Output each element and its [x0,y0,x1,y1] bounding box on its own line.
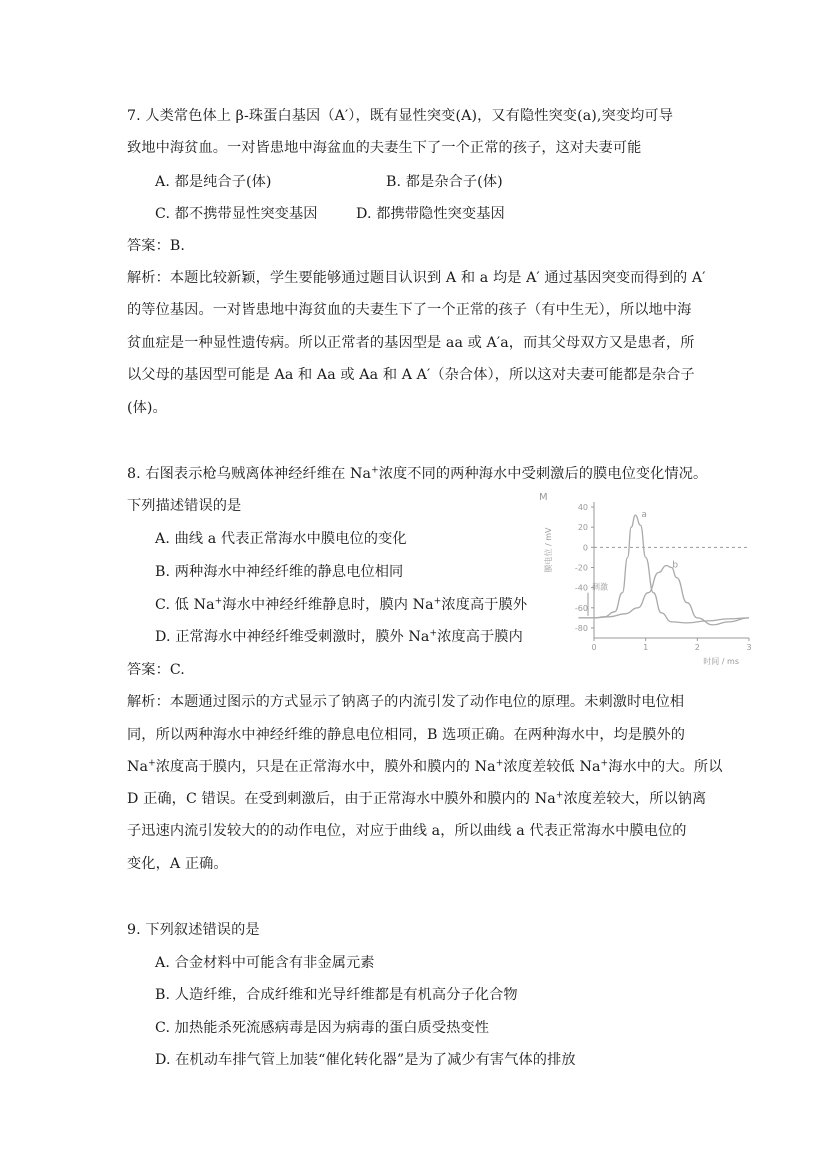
q7-explanation-line3: 贫血症是一种显性遗传病。所以正常者的基因型是 aa 或 A′a，而其父母双方又是患者，所 [127,335,695,351]
q8-explanation-line1: 解析：本题通过图示的方式显示了钠离子的内流引发了动作电位的原理。未刺激时电位相 [127,694,685,710]
q8-option-b: B. 两种海水中神经纤维的静息电位相同 [155,564,404,580]
q7-stem-line2: 致地中海贫血。一对皆患地中海盆血的夫妻生下了一个正常的孩子，这对夫妻可能 [127,140,642,156]
y-tick-label: -60 [574,603,588,613]
q7-explanation-line2: 的等位基因。一对皆患地中海贫血的夫妻生下了一个正常的孩子（有中生无），所以地中海 [127,302,692,318]
q8-option-d [155,627,523,647]
sup-plus: + [600,758,609,769]
y-tick-label: 20 [577,523,588,533]
q9-stem: 9. 下列叙述错误的是 [127,922,260,938]
q8-explanation-line6: 变化，A 正确。 [127,856,228,872]
q7-option-a: A. 都是纯合子(体) [155,174,272,190]
y-axis-label: 膜电位 / mV [544,527,553,573]
q9-option-a: A. 合金材料中可能含有非金属元素 [155,955,375,971]
x-tick-label: 1 [643,643,649,652]
q8-exp3-text-c: 浓度差较低 Na [503,759,601,775]
chart-svg [537,490,759,668]
curve-b [579,566,750,625]
q8-option-c-text-a: C. 低 Na [155,597,215,613]
q8-explanation-line5: 子迅速内流引发较大的的动作电位，对应于曲线 a，所以曲线 a 代表正常海水中膜电位的 [127,823,687,839]
q7-option-b: B. 都是杂合子(体) [386,174,503,190]
curve-label-a: a [641,510,647,521]
sup-plus: + [214,596,223,607]
y-tick-label: 40 [577,503,588,513]
q8-option-a: A. 曲线 a 代表正常海水中膜电位的变化 [155,531,407,547]
x-tick-label: 0 [591,643,597,652]
y-tick-label: -20 [574,563,588,573]
x-axis-label: 时间 / ms [703,657,739,666]
q8-option-d-text-a: D. 正常海水中神经纤维受刺激时，膜外 Na [155,629,430,645]
x-tick-label: 3 [746,643,752,652]
stimulus-label: 刺激 [592,582,608,592]
q8-stem-text-b: 浓度不同的两种海水中受刺激后的膜电位变化情况。 [378,466,708,482]
sup-plus: + [429,628,438,639]
q8-exp4-text-b: 浓度差较大，所以钠离 [563,791,707,807]
x-tick-label: 2 [694,643,700,652]
sup-plus: + [555,790,564,801]
q8-stem-text-a: 8. 右图表示枪乌贼离体神经纤维在 Na [127,466,372,482]
q8-explanation-line4 [127,789,706,809]
y-tick-label: -40 [574,583,588,593]
q8-stem-line1 [127,464,707,484]
q8-exp3-text-b: 浓度高于膜内，只是在正常海水中，膜外和膜内的 Na [155,759,496,775]
q8-exp3-text-d: 海水中的大。所以 [608,759,723,775]
q7-answer: 答案：B. [127,238,185,254]
chart-corner-label: M [539,492,548,503]
q8-option-c-text-c: 浓度高于膜外 [441,597,528,613]
q8-exp3-text-a: Na [127,759,149,775]
q9-option-b: B. 人造纤维，合成纤维和光导纤维都是有机高分子化合物 [155,987,518,1003]
q8-explanation-line3 [127,757,723,777]
q7-option-d: D. 都携带隐性突变基因 [356,206,505,222]
q8-option-d-text-b: 浓度高于膜内 [437,629,523,645]
sup-plus: + [495,758,504,769]
q7-explanation-line1: 解析：本题比较新颖，学生要能够通过题目认识到 A 和 a 均是 A′ 通过基因突变而得到的 A′ [127,270,706,286]
curve-a [579,515,750,623]
sup-plus: + [148,758,156,769]
q8-option-c-text-b: 海水中神经纤维静息时，膜内 Na [222,597,434,613]
q7-option-c: C. 都不携带显性突变基因 [155,206,318,222]
y-tick-label: 0 [582,543,588,553]
q7-explanation-line4: 以父母的基因型可能是 Aa 和 Aa 或 Aa 和 A A′（杂合体），所以这对夫妻可能都是杂合子 [127,367,695,383]
q8-stem-line2: 下列描述错误的是 [127,498,242,514]
q7-explanation-line5: (体)。 [127,400,167,416]
membrane-potential-chart [537,490,759,668]
q8-explanation-line2: 同，所以两种海水中神经纤维的静息电位相同，B 选项正确。在两种海水中，均是膜外的 [127,727,686,743]
sup-plus: + [433,596,442,607]
q8-option-c [155,595,527,615]
q7-stem-line1: 7. 人类常色体上 β-珠蛋白基因（A′），既有显性突变(A)，又有隐性突变(a),突变均可导 [127,108,673,124]
y-tick-label: -80 [574,623,588,633]
q9-option-c: C. 加热能杀死流感病毒是因为病毒的蛋白质受热变性 [155,1020,489,1036]
curve-label-b: b [672,560,679,571]
q9-option-d: D. 在机动车排气管上加装“催化转化器”是为了减少有害气体的排放 [155,1052,576,1068]
q8-exp4-text-a: D 正确，C 错误。在受到刺激后，由于正常海水中膜外和膜内的 Na [127,791,556,807]
sup-plus: + [371,465,379,476]
q8-answer: 答案：C. [127,662,185,678]
